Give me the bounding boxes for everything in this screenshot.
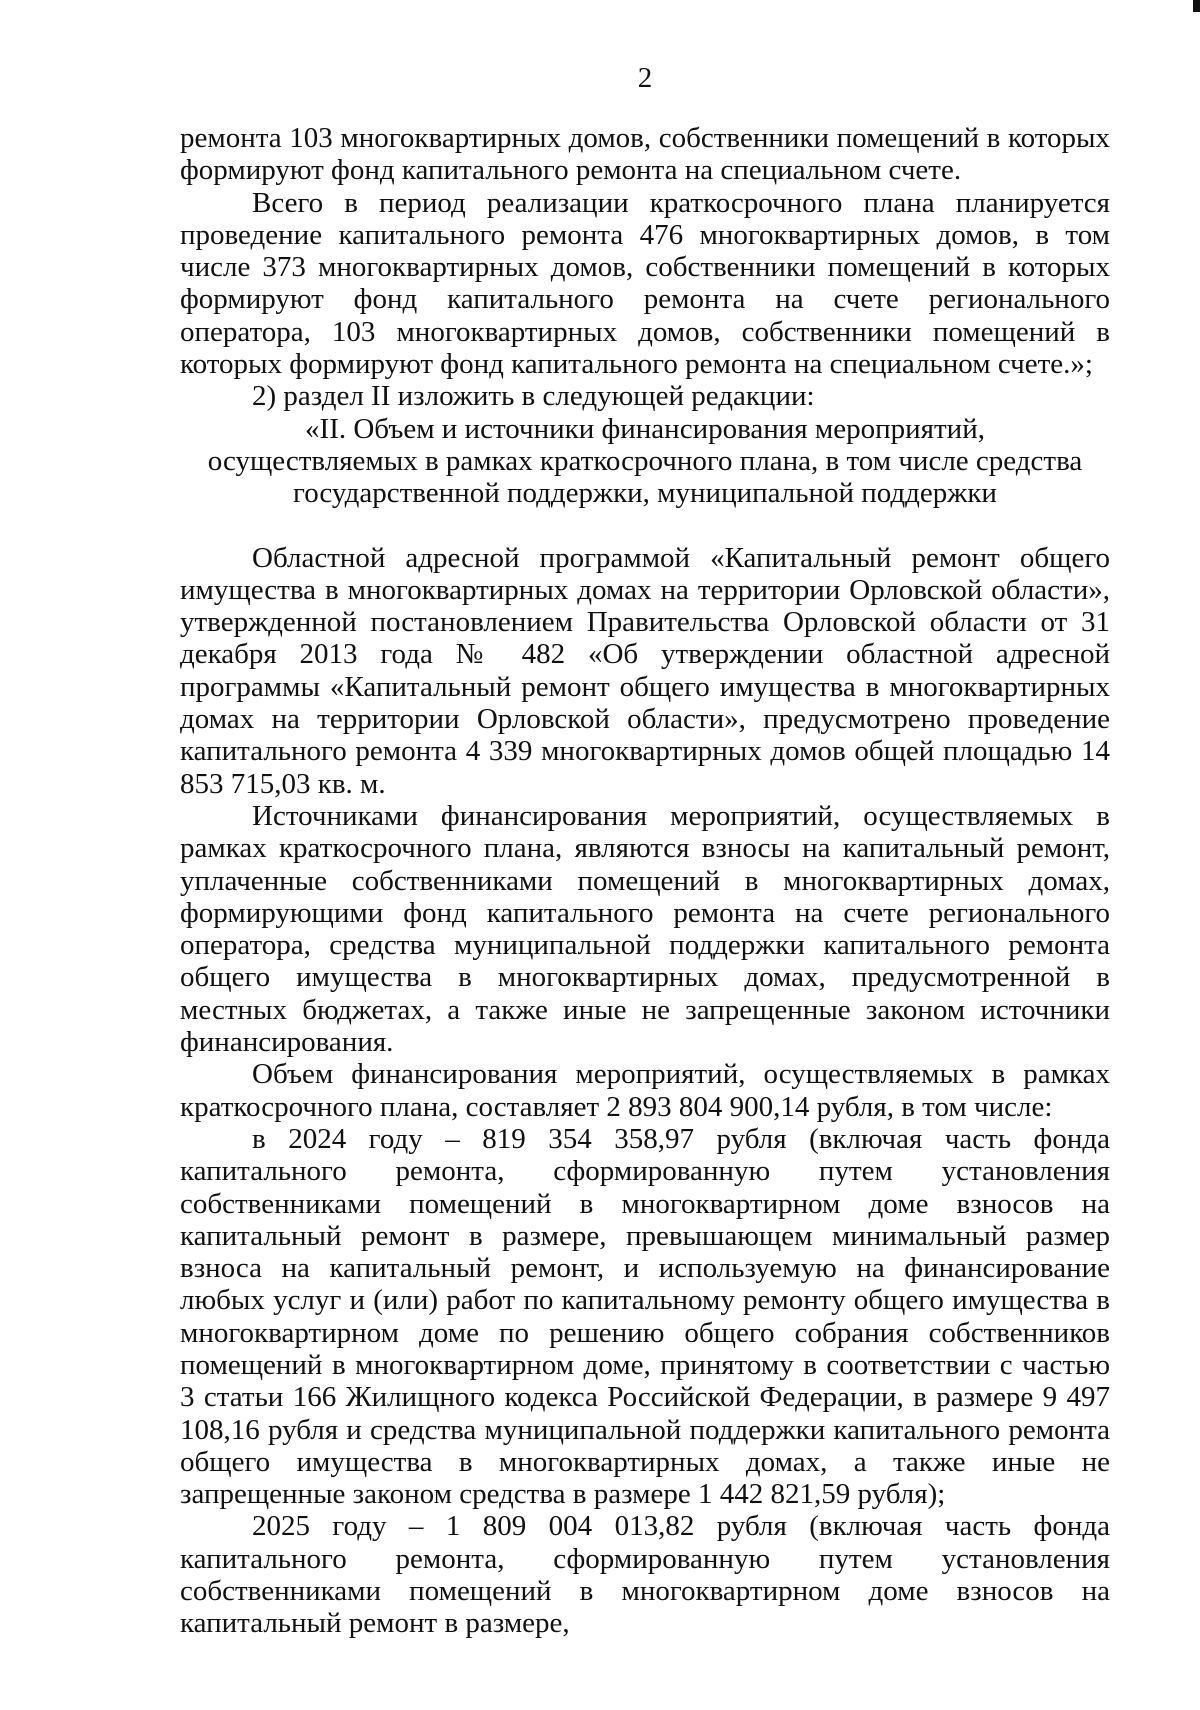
section-heading-line-2: осуществляемых в рамках краткосрочного плана, в том числе средства xyxy=(207,444,1083,477)
paragraph-year-2025: 2025 году – 1 809 004 013,82 рубля (включая часть фонда капитального ремонта, сформированную путем установления собственниками помещений в многоквартирном доме взносов на капитальный ремонт в размере, xyxy=(180,1510,1110,1640)
paragraph-continuation: ремонта 103 многоквартирных домов, собственники помещений в которых формируют фонд капитального ремонта на специальном счете. xyxy=(180,122,1110,187)
page-number: 2 xyxy=(637,62,653,94)
document-body xyxy=(180,122,1110,1640)
paragraph-section-change: 2) раздел II изложить в следующей редакции: xyxy=(252,380,815,413)
paragraph-total-houses: Всего в период реализации краткосрочного плана планируется проведение капитального ремонта 476 многоквартирных домов, в том числе 373 многоквартирных домов, собственники помещений в которых формируют фонд капитального ремонта на счете регионального оператора, 103 многоквартирных домов, собственники помещений в которых формируют фонд капитального ремонта на специальном счете.»; xyxy=(180,186,1110,381)
paragraph-funding-volume: Объем финансирования мероприятий, осуществляемых в рамках краткосрочного плана, составляет 2 893 804 900,14 рубля, в том числе: xyxy=(180,1058,1110,1123)
section-heading xyxy=(180,413,1110,510)
scan-corner-mark xyxy=(1193,0,1200,12)
section-heading-line-3: государственной поддержки, муниципальной поддержки xyxy=(293,477,997,510)
paragraph-year-2024: в 2024 году – 819 354 358,97 рубля (включая часть фонда капитального ремонта, сформированную путем установления собственниками помещений в многоквартирном доме взносов на капитальный ремонт в размере, превышающем минимальный размер взноса на капитальный ремонт, и используемую на финансирование любых услуг и (или) работ по капитальному ремонту общего имущества в многоквартирном доме по решению общего собрания собственников помещений в многоквартирном доме, принятому в соответствии с частью 3 статьи 166 Жилищного кодекса Российской Федерации, в размере 9 497 108,16 рубля и средства муниципальной поддержки капитального ремонта общего имущества в многоквартирных домах, а также иные не запрещенные законом средства в размере 1 442 821,59 рубля); xyxy=(180,1122,1110,1511)
paragraph-gap xyxy=(180,510,1110,542)
section-heading-line-1: «II. Объем и источники финансирования мероприятий, xyxy=(305,412,985,445)
paragraph-program: Областной адресной программой «Капитальный ремонт общего имущества в многоквартирных домах на территории Орловской области», утвержденной постановлением Правительства Орловской области от 31 декабря 2013 года № 482 «Об утверждении областной адресной программы «Капитальный ремонт общего имущества в многоквартирных домах на территории Орловской области», предусмотрено проведение капитального ремонта 4 339 многоквартирных домов общей площадью 14 853 715,03 кв. м. xyxy=(180,541,1110,800)
paragraph-funding-sources: Источниками финансирования мероприятий, осуществляемых в рамках краткосрочного плана, являются взносы на капитальный ремонт, уплаченные собственниками помещений в многоквартирных домах, формирующими фонд капитального ремонта на счете регионального оператора, средства муниципальной поддержки капитального ремонта общего имущества в многоквартирных домах, предусмотренной в местных бюджетах, а также иные не запрещенные законом источники финансирования. xyxy=(180,799,1110,1059)
